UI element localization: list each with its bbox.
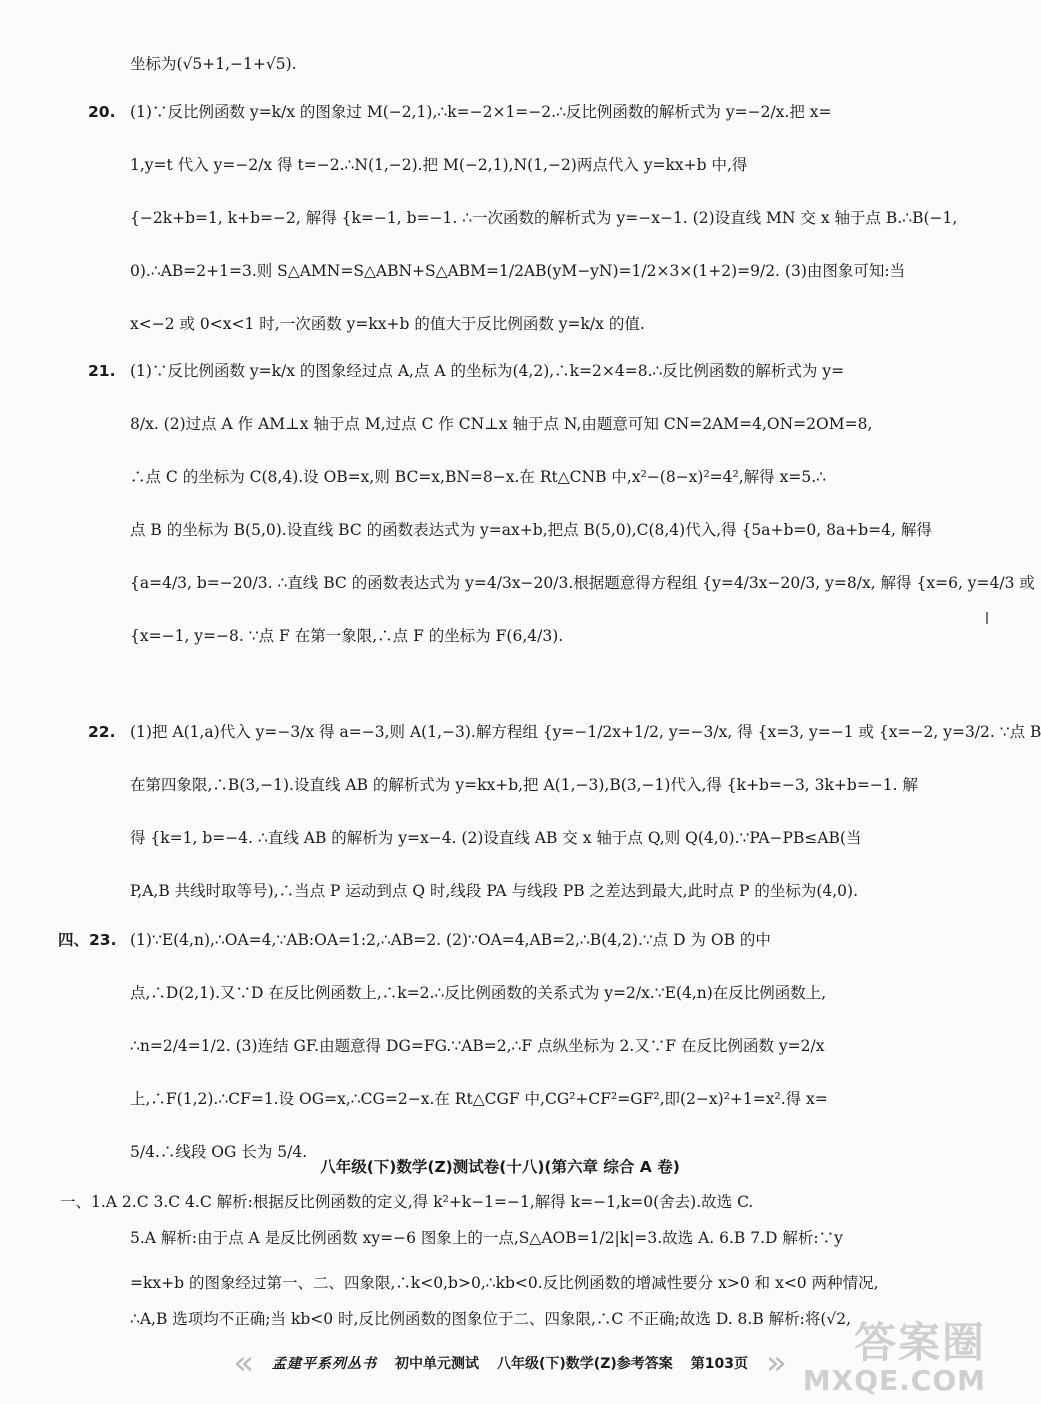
- text-line: 8/x. (2)过点 A 作 AM⊥x 轴于点 M,过点 C 作 CN⊥x 轴于点 N,由题意可知 CN=2AM=4,ON=2OM=8,: [130, 415, 873, 433]
- book-title: 初中单元测试: [395, 1356, 479, 1372]
- continuation-line: [130, 38, 950, 91]
- text-line: {a=4/3, b=−20/3. ∴直线 BC 的函数表达式为 y=4/3x−20/3.根据题意得方程组 {y=4/3x−20/3, y=8/x, 解得 {x=6, y=4/3 或: [130, 574, 1035, 592]
- text-line: 1,y=t 代入 y=−2/x 得 t=−2.∴N(1,−2).把 M(−2,1),N(1,−2)两点代入 y=kx+b 中,得: [130, 156, 748, 174]
- text-line: (1)∵反比例函数 y=k/x 的图象过 M(−2,1),∴k=−2×1=−2.∴反比例函数的解析式为 y=−2/x.把 x=: [130, 103, 832, 121]
- chevron-right-icon: »: [765, 1343, 787, 1383]
- question-22: [88, 706, 1041, 918]
- question-number: 四、23.: [58, 931, 117, 949]
- text-line: x<−2 或 0<x<1 时,一次函数 y=kx+b 的值大于反比例函数 y=k/x 的值.: [130, 315, 645, 333]
- grade-subject: 八年级(下)数学(Z)参考答案: [497, 1356, 673, 1372]
- page-number: 第103页: [690, 1356, 748, 1372]
- watermark-url: MXQE.COM: [802, 1364, 986, 1397]
- question-23: [58, 914, 950, 1179]
- answers-block-cont: [130, 1212, 950, 1337]
- text-line: 点,∴D(2,1).又∵D 在反比例函数上,∴k=2.∴反比例函数的关系式为 y=2/x.∵E(4,n)在反比例函数上,: [130, 984, 827, 1002]
- question-number: 21.: [88, 362, 116, 380]
- text-line: P,A,B 共线时取等号),∴当点 P 运动到点 Q 时,线段 PA 与线段 PB 之差达到最大,此时点 P 的坐标为(4,0).: [130, 882, 859, 900]
- text-line: 上,∴F(1,2).∴CF=1.设 OG=x,∴CG=2−x.在 Rt△CGF 中,CG²+CF²=GF²,即(2−x)²+1=x².得 x=: [130, 1090, 828, 1108]
- text-line: 5/4.∴线段 OG 长为 5/4.: [130, 1143, 308, 1161]
- section-title: 八年级(下)数学(Z)测试卷(十八)(第六章 综合 A 卷): [320, 1158, 680, 1176]
- text-line: 坐标为(√5+1,−1+√5).: [130, 55, 297, 73]
- question-21: [88, 345, 1035, 663]
- text-line: 在第四象限,∴B(3,−1).设直线 AB 的解析式为 y=kx+b,把 A(1,−3),B(3,−1)代入,得 {k+b=−3, 3k+b=−1. 解: [130, 776, 919, 794]
- text-line: (1)∵反比例函数 y=k/x 的图象经过点 A,点 A 的坐标为(4,2),∴k=2×4=8.∴反比例函数的解析式为 y=: [130, 362, 845, 380]
- page-footer: [170, 1345, 850, 1381]
- question-20: [88, 86, 958, 351]
- text-line: 0).∴AB=2+1=3.则 S△AMN=S△ABN+S△ABM=1/2AB(yM−yN)=1/2×3×(1+2)=9/2. (3)由图象可知:当: [130, 262, 906, 280]
- text-line: =kx+b 的图象经过第一、二、四象限,∴k<0,b>0,∴kb<0.反比例函数的增减性要分 x>0 和 x<0 两种情况,: [130, 1274, 879, 1292]
- text-line: 得 {k=1, b=−4. ∴直线 AB 的解析为 y=x−4. (2)设直线 AB 交 x 轴于点 Q,则 Q(4,0).∵PA−PB≤AB(当: [130, 829, 862, 847]
- margin-mark: [986, 612, 988, 624]
- text-line: {−2k+b=1, k+b=−2, 解得 {k=−1, b=−1. ∴一次函数的解析式为 y=−x−1. (2)设直线 MN 交 x 轴于点 B.∴B(−1,: [130, 209, 958, 227]
- text-line: {x=−1, y=−8. ∵点 F 在第一象限,∴点 F 的坐标为 F(6,4/3).: [130, 627, 564, 645]
- chevron-left-icon: «: [233, 1343, 254, 1383]
- text-line: ∴A,B 选项均不正确;当 kb<0 时,反比例函数的图象位于二、四象限,∴C 不正确;故选 D. 8.B 解析:将(√2,: [130, 1310, 852, 1328]
- question-number: 22.: [88, 723, 116, 741]
- text-line: ∴n=2/4=1/2. (3)连结 GF.由题意得 DG=FG.∵AB=2,∴F 点纵坐标为 2.又∵F 在反比例函数 y=2/x: [130, 1037, 825, 1055]
- text-line: 5.A 解析:由于点 A 是反比例函数 xy=−6 图象上的一点,S△AOB=1/2|k|=3.故选 A. 6.B 7.D 解析:∵y: [130, 1229, 843, 1247]
- text-line: ∴点 C 的坐标为 C(8,4).设 OB=x,则 BC=x,BN=8−x.在 Rt△CNB 中,x²−(8−x)²=4²,解得 x=5.∴: [130, 468, 826, 486]
- watermark-text: 答案圈: [853, 1318, 986, 1367]
- text-line: (1)把 A(1,a)代入 y=−3/x 得 a=−3,则 A(1,−3).解方程组 {y=−1/2x+1/2, y=−3/x, 得 {x=3, y=−1 或 {x=−2, y=3/2. ∵点 B: [130, 723, 1041, 741]
- watermark-logo: [796, 1320, 986, 1398]
- text-line: 一、1.A 2.C 3.C 4.C 解析:根据反比例函数的定义,得 k²+k−1=−1,解得 k=−1,k=0(舍去).故选 C.: [60, 1193, 754, 1211]
- text-line: 点 B 的坐标为 B(5,0).设直线 BC 的函数表达式为 y=ax+b,把点 B(5,0),C(8,4)代入,得 {5a+b=0, 8a+b=4, 解得: [130, 521, 932, 539]
- series-name: 孟建平系列丛书: [272, 1356, 377, 1372]
- question-number: 20.: [88, 103, 116, 121]
- text-line: (1)∵E(4,n),∴OA=4,∵AB:OA=1:2,∴AB=2. (2)∵OA=4,AB=2,∴B(4,2).∵点 D 为 OB 的中: [130, 931, 771, 949]
